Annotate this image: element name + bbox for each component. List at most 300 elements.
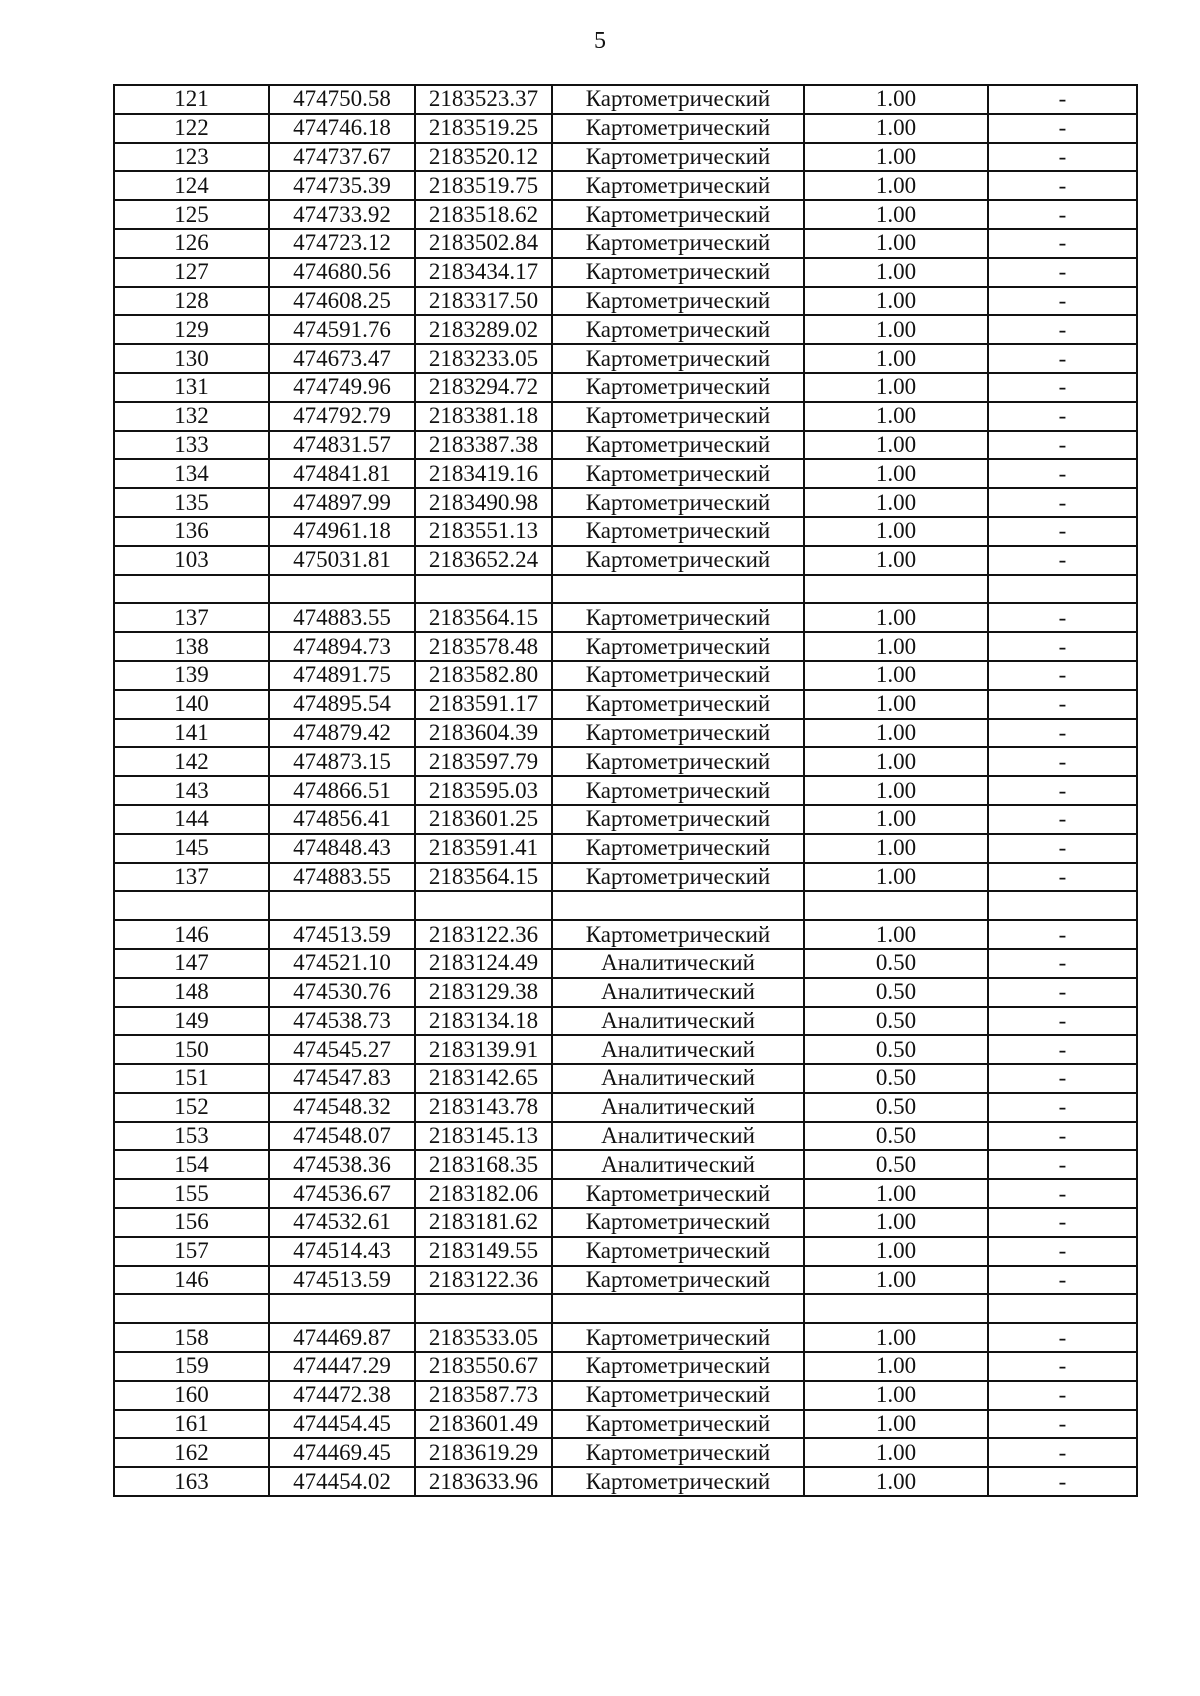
cell-y-coordinate: 2183520.12 xyxy=(415,143,552,172)
cell-accuracy xyxy=(804,575,988,604)
cell-point-number: 134 xyxy=(114,459,269,488)
cell-accuracy: 1.00 xyxy=(804,143,988,172)
cell-y-coordinate: 2183142.65 xyxy=(415,1064,552,1093)
cell-method: Картометрический xyxy=(552,920,804,949)
table-row xyxy=(114,258,1137,287)
cell-accuracy: 1.00 xyxy=(804,171,988,200)
cell-y-coordinate: 2183652.24 xyxy=(415,546,552,575)
cell-method xyxy=(552,1294,804,1323)
cell-point-number: 103 xyxy=(114,546,269,575)
cell-x-coordinate: 474472.38 xyxy=(269,1381,415,1410)
separator-row xyxy=(114,575,1137,604)
cell-point-number: 131 xyxy=(114,373,269,402)
cell-point-number: 126 xyxy=(114,229,269,258)
table-row xyxy=(114,517,1137,546)
cell-point-number: 162 xyxy=(114,1438,269,1467)
table-row xyxy=(114,863,1137,892)
cell-x-coordinate: 474538.73 xyxy=(269,1007,415,1036)
table-row xyxy=(114,1035,1137,1064)
cell-note: - xyxy=(988,114,1137,143)
cell-x-coordinate: 474536.67 xyxy=(269,1179,415,1208)
cell-x-coordinate: 474447.29 xyxy=(269,1352,415,1381)
cell-note: - xyxy=(988,1323,1137,1352)
cell-note: - xyxy=(988,171,1137,200)
cell-point-number: 129 xyxy=(114,315,269,344)
cell-accuracy: 1.00 xyxy=(804,863,988,892)
table-row xyxy=(114,661,1137,690)
cell-point-number: 152 xyxy=(114,1093,269,1122)
cell-method: Аналитический xyxy=(552,1093,804,1122)
table-row xyxy=(114,114,1137,143)
table-row xyxy=(114,920,1137,949)
cell-note: - xyxy=(988,690,1137,719)
cell-note: - xyxy=(988,143,1137,172)
coordinates-table xyxy=(113,84,1138,1497)
cell-point-number: 138 xyxy=(114,632,269,661)
cell-note: - xyxy=(988,402,1137,431)
cell-x-coordinate: 474532.61 xyxy=(269,1208,415,1237)
cell-accuracy xyxy=(804,1294,988,1323)
cell-method xyxy=(552,891,804,920)
cell-accuracy: 1.00 xyxy=(804,1179,988,1208)
cell-point-number: 136 xyxy=(114,517,269,546)
cell-x-coordinate: 474848.43 xyxy=(269,834,415,863)
cell-point-number: 149 xyxy=(114,1007,269,1036)
table-row xyxy=(114,287,1137,316)
cell-method: Картометрический xyxy=(552,315,804,344)
cell-note: - xyxy=(988,1208,1137,1237)
cell-x-coordinate: 474608.25 xyxy=(269,287,415,316)
cell-accuracy: 1.00 xyxy=(804,517,988,546)
cell-accuracy: 1.00 xyxy=(804,1323,988,1352)
cell-method: Картометрический xyxy=(552,603,804,632)
cell-note: - xyxy=(988,661,1137,690)
cell-method: Аналитический xyxy=(552,978,804,1007)
cell-note: - xyxy=(988,747,1137,776)
cell-note: - xyxy=(988,200,1137,229)
cell-y-coordinate: 2183519.25 xyxy=(415,114,552,143)
cell-x-coordinate: 474469.45 xyxy=(269,1438,415,1467)
table-row xyxy=(114,373,1137,402)
cell-x-coordinate xyxy=(269,1294,415,1323)
cell-method: Картометрический xyxy=(552,1208,804,1237)
cell-point-number: 122 xyxy=(114,114,269,143)
table-row xyxy=(114,978,1137,1007)
cell-note: - xyxy=(988,1093,1137,1122)
cell-y-coordinate: 2183587.73 xyxy=(415,1381,552,1410)
cell-x-coordinate: 474454.45 xyxy=(269,1410,415,1439)
cell-x-coordinate: 474891.75 xyxy=(269,661,415,690)
cell-method: Картометрический xyxy=(552,229,804,258)
cell-method: Картометрический xyxy=(552,402,804,431)
cell-x-coordinate: 474866.51 xyxy=(269,776,415,805)
cell-x-coordinate: 474735.39 xyxy=(269,171,415,200)
table-row xyxy=(114,1064,1137,1093)
cell-method: Картометрический xyxy=(552,517,804,546)
cell-note: - xyxy=(988,517,1137,546)
cell-method: Аналитический xyxy=(552,1064,804,1093)
cell-y-coordinate: 2183550.67 xyxy=(415,1352,552,1381)
cell-y-coordinate: 2183181.62 xyxy=(415,1208,552,1237)
cell-accuracy: 1.00 xyxy=(804,200,988,229)
cell-y-coordinate: 2183139.91 xyxy=(415,1035,552,1064)
cell-x-coordinate: 474841.81 xyxy=(269,459,415,488)
cell-y-coordinate: 2183490.98 xyxy=(415,488,552,517)
table-row xyxy=(114,200,1137,229)
cell-accuracy: 1.00 xyxy=(804,661,988,690)
table-row xyxy=(114,1093,1137,1122)
cell-y-coordinate: 2183143.78 xyxy=(415,1093,552,1122)
cell-note xyxy=(988,575,1137,604)
cell-y-coordinate: 2183145.13 xyxy=(415,1122,552,1151)
cell-y-coordinate: 2183502.84 xyxy=(415,229,552,258)
cell-y-coordinate: 2183523.37 xyxy=(415,85,552,114)
cell-method: Картометрический xyxy=(552,143,804,172)
cell-x-coordinate: 474538.36 xyxy=(269,1150,415,1179)
cell-accuracy: 0.50 xyxy=(804,1093,988,1122)
table-row xyxy=(114,546,1137,575)
cell-method: Картометрический xyxy=(552,1323,804,1352)
cell-note: - xyxy=(988,776,1137,805)
cell-y-coordinate: 2183582.80 xyxy=(415,661,552,690)
cell-y-coordinate xyxy=(415,575,552,604)
cell-accuracy: 1.00 xyxy=(804,1438,988,1467)
cell-note xyxy=(988,891,1137,920)
cell-x-coordinate: 474548.07 xyxy=(269,1122,415,1151)
cell-x-coordinate: 474883.55 xyxy=(269,863,415,892)
cell-x-coordinate: 474733.92 xyxy=(269,200,415,229)
cell-y-coordinate: 2183533.05 xyxy=(415,1323,552,1352)
table-row xyxy=(114,143,1137,172)
cell-y-coordinate: 2183124.49 xyxy=(415,949,552,978)
cell-y-coordinate: 2183591.17 xyxy=(415,690,552,719)
cell-method: Картометрический xyxy=(552,287,804,316)
cell-method: Аналитический xyxy=(552,1150,804,1179)
cell-point-number: 137 xyxy=(114,863,269,892)
cell-method: Картометрический xyxy=(552,1237,804,1266)
table-row xyxy=(114,344,1137,373)
cell-y-coordinate: 2183578.48 xyxy=(415,632,552,661)
table-row xyxy=(114,1150,1137,1179)
table-row xyxy=(114,1122,1137,1151)
cell-accuracy: 1.00 xyxy=(804,344,988,373)
cell-method: Картометрический xyxy=(552,171,804,200)
cell-y-coordinate: 2183233.05 xyxy=(415,344,552,373)
cell-accuracy: 1.00 xyxy=(804,114,988,143)
cell-method: Аналитический xyxy=(552,1122,804,1151)
cell-x-coordinate: 474746.18 xyxy=(269,114,415,143)
cell-x-coordinate: 474469.87 xyxy=(269,1323,415,1352)
cell-point-number: 151 xyxy=(114,1064,269,1093)
cell-note: - xyxy=(988,834,1137,863)
cell-note: - xyxy=(988,431,1137,460)
cell-accuracy: 1.00 xyxy=(804,315,988,344)
cell-method: Картометрический xyxy=(552,1179,804,1208)
cell-y-coordinate: 2183294.72 xyxy=(415,373,552,402)
cell-method: Картометрический xyxy=(552,1381,804,1410)
cell-point-number: 158 xyxy=(114,1323,269,1352)
cell-note: - xyxy=(988,315,1137,344)
table-row xyxy=(114,776,1137,805)
cell-method: Картометрический xyxy=(552,1410,804,1439)
cell-point-number: 127 xyxy=(114,258,269,287)
table-row xyxy=(114,1410,1137,1439)
cell-method: Картометрический xyxy=(552,1438,804,1467)
table-row xyxy=(114,1467,1137,1496)
cell-point-number: 156 xyxy=(114,1208,269,1237)
cell-note: - xyxy=(988,978,1137,1007)
cell-method: Аналитический xyxy=(552,949,804,978)
cell-point-number: 132 xyxy=(114,402,269,431)
cell-method: Картометрический xyxy=(552,632,804,661)
cell-method: Картометрический xyxy=(552,1266,804,1295)
cell-method: Картометрический xyxy=(552,85,804,114)
table-row xyxy=(114,1352,1137,1381)
cell-note: - xyxy=(988,1467,1137,1496)
cell-y-coordinate: 2183129.38 xyxy=(415,978,552,1007)
cell-method: Картометрический xyxy=(552,805,804,834)
cell-y-coordinate: 2183518.62 xyxy=(415,200,552,229)
cell-accuracy: 0.50 xyxy=(804,978,988,1007)
cell-method: Картометрический xyxy=(552,690,804,719)
cell-method: Картометрический xyxy=(552,459,804,488)
cell-point-number xyxy=(114,891,269,920)
cell-x-coordinate: 474897.99 xyxy=(269,488,415,517)
cell-point-number: 123 xyxy=(114,143,269,172)
cell-point-number: 160 xyxy=(114,1381,269,1410)
table-row xyxy=(114,805,1137,834)
cell-method: Картометрический xyxy=(552,488,804,517)
cell-point-number: 146 xyxy=(114,920,269,949)
table-row xyxy=(114,1007,1137,1036)
cell-accuracy: 0.50 xyxy=(804,1035,988,1064)
cell-method: Картометрический xyxy=(552,200,804,229)
cell-y-coordinate: 2183604.39 xyxy=(415,719,552,748)
cell-x-coordinate: 474749.96 xyxy=(269,373,415,402)
cell-x-coordinate: 474548.32 xyxy=(269,1093,415,1122)
cell-note xyxy=(988,1294,1137,1323)
cell-accuracy: 1.00 xyxy=(804,1266,988,1295)
cell-accuracy: 1.00 xyxy=(804,776,988,805)
cell-accuracy: 1.00 xyxy=(804,1410,988,1439)
cell-y-coordinate: 2183387.38 xyxy=(415,431,552,460)
table-row xyxy=(114,719,1137,748)
cell-accuracy: 1.00 xyxy=(804,287,988,316)
cell-y-coordinate: 2183122.36 xyxy=(415,1266,552,1295)
cell-note: - xyxy=(988,863,1137,892)
table-row xyxy=(114,315,1137,344)
table-row xyxy=(114,1323,1137,1352)
cell-x-coordinate: 475031.81 xyxy=(269,546,415,575)
cell-point-number: 146 xyxy=(114,1266,269,1295)
cell-y-coordinate: 2183289.02 xyxy=(415,315,552,344)
cell-x-coordinate xyxy=(269,891,415,920)
cell-method: Картометрический xyxy=(552,747,804,776)
table-row xyxy=(114,1381,1137,1410)
page-number: 5 xyxy=(594,28,606,54)
cell-note: - xyxy=(988,373,1137,402)
cell-point-number: 128 xyxy=(114,287,269,316)
cell-x-coordinate: 474873.15 xyxy=(269,747,415,776)
cell-method: Картометрический xyxy=(552,1467,804,1496)
separator-row xyxy=(114,1294,1137,1323)
cell-y-coordinate: 2183564.15 xyxy=(415,863,552,892)
cell-y-coordinate: 2183595.03 xyxy=(415,776,552,805)
cell-point-number: 135 xyxy=(114,488,269,517)
cell-x-coordinate: 474831.57 xyxy=(269,431,415,460)
cell-point-number: 153 xyxy=(114,1122,269,1151)
cell-note: - xyxy=(988,1179,1137,1208)
cell-y-coordinate: 2183182.06 xyxy=(415,1179,552,1208)
table-row xyxy=(114,690,1137,719)
table-row xyxy=(114,949,1137,978)
cell-method: Картометрический xyxy=(552,719,804,748)
table-row xyxy=(114,402,1137,431)
cell-accuracy: 1.00 xyxy=(804,1208,988,1237)
cell-note: - xyxy=(988,85,1137,114)
cell-point-number: 163 xyxy=(114,1467,269,1496)
cell-point-number: 133 xyxy=(114,431,269,460)
cell-method: Картометрический xyxy=(552,344,804,373)
cell-method: Картометрический xyxy=(552,258,804,287)
separator-row xyxy=(114,891,1137,920)
cell-note: - xyxy=(988,1266,1137,1295)
cell-note: - xyxy=(988,603,1137,632)
cell-note: - xyxy=(988,258,1137,287)
cell-method: Картометрический xyxy=(552,431,804,460)
cell-x-coordinate xyxy=(269,575,415,604)
cell-note: - xyxy=(988,1064,1137,1093)
cell-x-coordinate: 474513.59 xyxy=(269,920,415,949)
cell-y-coordinate: 2183317.50 xyxy=(415,287,552,316)
cell-y-coordinate xyxy=(415,891,552,920)
cell-y-coordinate: 2183551.13 xyxy=(415,517,552,546)
cell-point-number: 145 xyxy=(114,834,269,863)
table-row xyxy=(114,431,1137,460)
cell-accuracy: 0.50 xyxy=(804,1150,988,1179)
cell-note: - xyxy=(988,344,1137,373)
cell-x-coordinate: 474673.47 xyxy=(269,344,415,373)
cell-y-coordinate: 2183168.35 xyxy=(415,1150,552,1179)
cell-accuracy: 1.00 xyxy=(804,258,988,287)
cell-x-coordinate: 474883.55 xyxy=(269,603,415,632)
cell-x-coordinate: 474521.10 xyxy=(269,949,415,978)
cell-accuracy: 1.00 xyxy=(804,834,988,863)
cell-note: - xyxy=(988,229,1137,258)
cell-y-coordinate: 2183619.29 xyxy=(415,1438,552,1467)
cell-point-number: 148 xyxy=(114,978,269,1007)
cell-y-coordinate: 2183149.55 xyxy=(415,1237,552,1266)
cell-point-number: 144 xyxy=(114,805,269,834)
cell-y-coordinate xyxy=(415,1294,552,1323)
cell-accuracy: 1.00 xyxy=(804,459,988,488)
cell-note: - xyxy=(988,949,1137,978)
cell-y-coordinate: 2183597.79 xyxy=(415,747,552,776)
cell-x-coordinate: 474792.79 xyxy=(269,402,415,431)
cell-method: Аналитический xyxy=(552,1035,804,1064)
cell-x-coordinate: 474737.67 xyxy=(269,143,415,172)
cell-note: - xyxy=(988,1438,1137,1467)
cell-accuracy: 1.00 xyxy=(804,488,988,517)
coordinates-table-body xyxy=(114,85,1137,1496)
cell-y-coordinate: 2183519.75 xyxy=(415,171,552,200)
cell-note: - xyxy=(988,1150,1137,1179)
cell-point-number: 154 xyxy=(114,1150,269,1179)
cell-accuracy: 1.00 xyxy=(804,402,988,431)
cell-accuracy: 1.00 xyxy=(804,719,988,748)
cell-accuracy: 1.00 xyxy=(804,747,988,776)
table-row xyxy=(114,632,1137,661)
cell-point-number: 130 xyxy=(114,344,269,373)
cell-note: - xyxy=(988,287,1137,316)
cell-method xyxy=(552,575,804,604)
cell-accuracy: 1.00 xyxy=(804,1352,988,1381)
cell-point-number: 147 xyxy=(114,949,269,978)
cell-note: - xyxy=(988,488,1137,517)
cell-y-coordinate: 2183564.15 xyxy=(415,603,552,632)
cell-accuracy: 1.00 xyxy=(804,920,988,949)
cell-point-number: 141 xyxy=(114,719,269,748)
cell-x-coordinate: 474723.12 xyxy=(269,229,415,258)
cell-y-coordinate: 2183591.41 xyxy=(415,834,552,863)
cell-note: - xyxy=(988,1122,1137,1151)
cell-y-coordinate: 2183601.49 xyxy=(415,1410,552,1439)
cell-accuracy: 1.00 xyxy=(804,229,988,258)
cell-accuracy: 1.00 xyxy=(804,1467,988,1496)
cell-note: - xyxy=(988,632,1137,661)
cell-x-coordinate: 474545.27 xyxy=(269,1035,415,1064)
cell-point-number: 161 xyxy=(114,1410,269,1439)
cell-accuracy: 1.00 xyxy=(804,373,988,402)
cell-method: Картометрический xyxy=(552,834,804,863)
cell-note: - xyxy=(988,719,1137,748)
cell-accuracy: 0.50 xyxy=(804,1122,988,1151)
cell-method: Картометрический xyxy=(552,661,804,690)
cell-y-coordinate: 2183419.16 xyxy=(415,459,552,488)
cell-accuracy: 0.50 xyxy=(804,949,988,978)
cell-x-coordinate: 474895.54 xyxy=(269,690,415,719)
cell-point-number: 139 xyxy=(114,661,269,690)
cell-method: Картометрический xyxy=(552,114,804,143)
cell-point-number: 155 xyxy=(114,1179,269,1208)
cell-x-coordinate: 474514.43 xyxy=(269,1237,415,1266)
table-row xyxy=(114,229,1137,258)
cell-x-coordinate: 474591.76 xyxy=(269,315,415,344)
table-row xyxy=(114,171,1137,200)
table-row xyxy=(114,488,1137,517)
cell-method: Картометрический xyxy=(552,776,804,805)
cell-method: Картометрический xyxy=(552,1352,804,1381)
cell-note: - xyxy=(988,546,1137,575)
table-row xyxy=(114,1208,1137,1237)
cell-note: - xyxy=(988,459,1137,488)
cell-note: - xyxy=(988,1381,1137,1410)
cell-x-coordinate: 474894.73 xyxy=(269,632,415,661)
cell-point-number: 142 xyxy=(114,747,269,776)
cell-point-number: 159 xyxy=(114,1352,269,1381)
cell-note: - xyxy=(988,1035,1137,1064)
cell-point-number xyxy=(114,575,269,604)
table-row xyxy=(114,1266,1137,1295)
cell-note: - xyxy=(988,805,1137,834)
cell-accuracy: 1.00 xyxy=(804,690,988,719)
cell-y-coordinate: 2183601.25 xyxy=(415,805,552,834)
table-row xyxy=(114,834,1137,863)
cell-y-coordinate: 2183122.36 xyxy=(415,920,552,949)
cell-method: Картометрический xyxy=(552,863,804,892)
cell-x-coordinate: 474680.56 xyxy=(269,258,415,287)
cell-accuracy: 1.00 xyxy=(804,431,988,460)
